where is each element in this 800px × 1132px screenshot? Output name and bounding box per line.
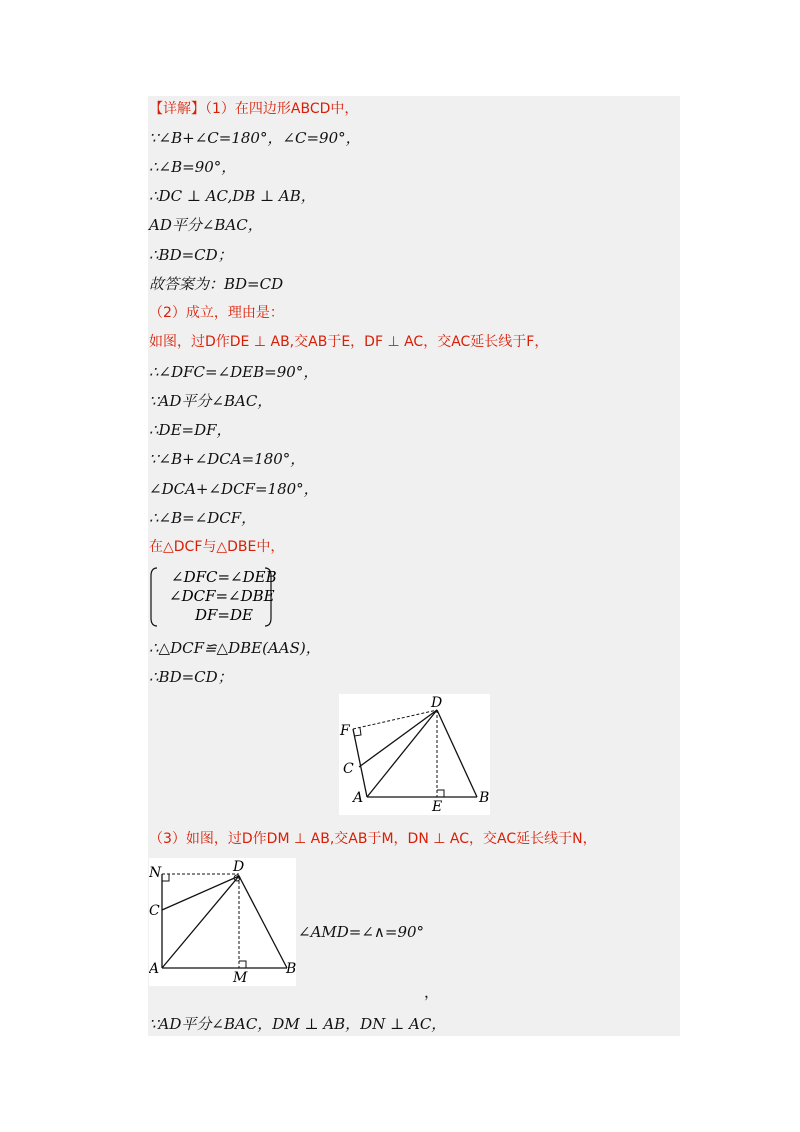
line-13: ∵∠B+∠DCA=180°，: [149, 450, 306, 468]
line-17: ∴△DCF≌△DBE(AAS)，: [149, 639, 321, 657]
system-row-2: ∠DCF=∠DBE: [169, 587, 275, 605]
line-5: AD平分∠BAC，: [149, 216, 263, 234]
line-7: 故答案为：BD=CD: [149, 275, 284, 293]
label-E: E: [432, 799, 443, 815]
line-18: ∴BD=CD；: [149, 668, 233, 686]
line-16: 在△DCF与△DBE中，: [149, 539, 285, 555]
label-A: A: [149, 961, 160, 977]
line-15: ∴∠B=∠DCF，: [149, 509, 257, 527]
system-row-3: DF=DE: [195, 606, 253, 624]
line-19: （3）如图，过D作DM ⊥ AB,交AB于M，DN ⊥ AC，交AC延长线于N，: [149, 831, 597, 847]
line-8: （2）成立，理由是：: [149, 305, 284, 321]
label-N: N: [149, 865, 162, 881]
line-1-text: （1）在四边形ABCD中，: [205, 101, 359, 117]
line-4: ∴DC ⊥ AC,DB ⊥ AB，: [149, 187, 316, 205]
line-2: ∵∠B+∠C=180°，∠C=90°，: [149, 129, 361, 147]
line-12: ∴DE=DF，: [149, 421, 232, 439]
label-F: F: [340, 723, 350, 739]
figure-1: [339, 694, 490, 815]
figure-2-diagram: [149, 858, 296, 986]
label-M: M: [233, 970, 248, 986]
label-D: D: [431, 695, 443, 711]
detail-tag: 【详解】: [149, 101, 205, 117]
line-6: ∴BD=CD；: [149, 246, 233, 264]
line-3: ∴∠B=90°，: [149, 158, 237, 176]
line-22: ∵AD平分∠BAC，DM ⊥ AB，DN ⊥ AC，: [149, 1015, 447, 1033]
line-1: [149, 98, 358, 119]
equation-system: [149, 566, 277, 628]
figure-2: [149, 858, 296, 986]
label-A: A: [353, 790, 364, 806]
line-10: ∴∠DFC=∠DEB=90°，: [149, 363, 319, 381]
label-C: C: [343, 761, 354, 777]
label-B: B: [286, 961, 296, 977]
line-20: ∠AMD=∠∧=90°: [298, 923, 425, 941]
line-21: ，: [424, 983, 440, 1001]
line-9: 如图，过D作DE ⊥ AB,交AB于E，DF ⊥ AC，交AC延长线于F，: [149, 334, 549, 350]
line-11: ∵AD平分∠BAC，: [149, 392, 273, 410]
label-C: C: [149, 903, 160, 919]
figure-1-diagram: [339, 694, 490, 815]
line-14: ∠DCA+∠DCF=180°，: [149, 480, 319, 498]
label-B: B: [479, 790, 490, 806]
label-D: D: [233, 859, 245, 875]
system-row-1: ∠DFC=∠DEB: [171, 568, 277, 586]
